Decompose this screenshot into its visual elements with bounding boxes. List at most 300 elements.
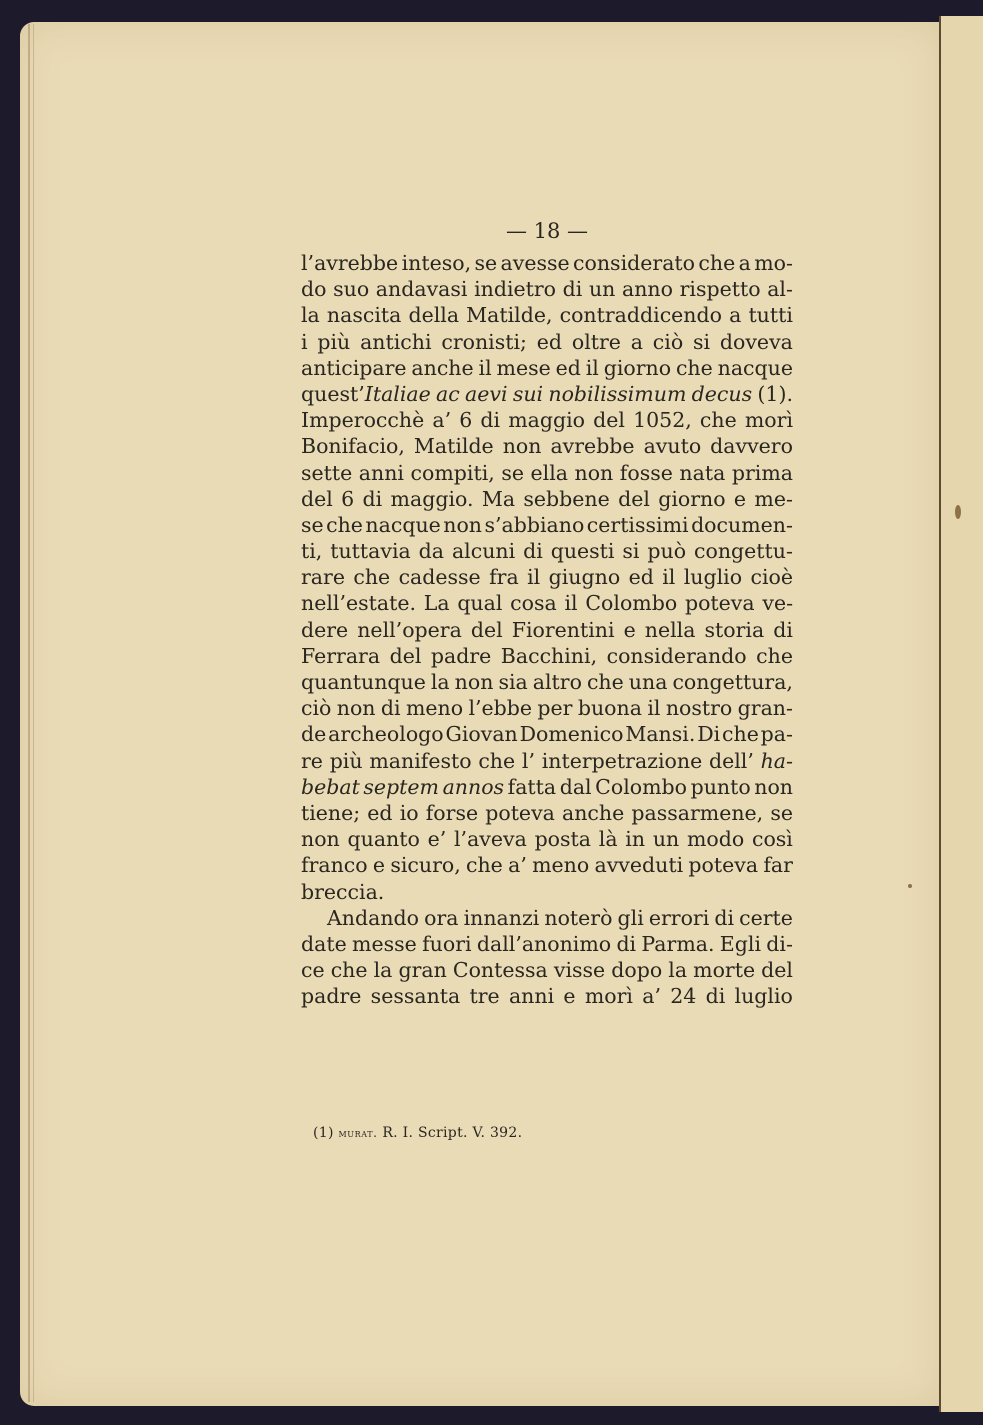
italic-text: decus bbox=[691, 381, 753, 406]
text: la bbox=[373, 958, 393, 983]
text: do bbox=[301, 277, 327, 302]
text: nascita bbox=[326, 303, 402, 328]
word bbox=[301, 931, 347, 957]
word bbox=[301, 486, 333, 512]
next-page-edge bbox=[939, 16, 983, 1412]
text: il bbox=[478, 355, 492, 380]
text: dere bbox=[301, 617, 349, 642]
word bbox=[301, 302, 320, 328]
word bbox=[599, 826, 618, 852]
word bbox=[560, 302, 722, 328]
text: non bbox=[574, 460, 614, 485]
word bbox=[443, 512, 482, 538]
text: che bbox=[586, 670, 624, 694]
word bbox=[523, 486, 609, 512]
word bbox=[301, 590, 416, 616]
text-line bbox=[301, 774, 793, 800]
text: Andando bbox=[327, 905, 420, 930]
word bbox=[497, 355, 551, 381]
word bbox=[474, 250, 497, 276]
italic-text: ha- bbox=[760, 748, 793, 773]
word bbox=[629, 564, 654, 590]
word bbox=[508, 407, 585, 433]
word bbox=[465, 381, 508, 407]
word bbox=[698, 250, 735, 276]
word bbox=[679, 460, 725, 486]
text: di bbox=[380, 696, 401, 721]
text: 1052, bbox=[633, 408, 692, 433]
text: se bbox=[301, 512, 324, 537]
word bbox=[620, 460, 673, 486]
text: non bbox=[336, 696, 376, 721]
word bbox=[587, 669, 624, 695]
text: e bbox=[733, 486, 747, 511]
text: 6 bbox=[459, 408, 473, 433]
text: poteva bbox=[688, 853, 759, 878]
text: di bbox=[714, 905, 735, 930]
word bbox=[454, 826, 527, 852]
text: e bbox=[563, 984, 576, 1009]
text: Ma bbox=[481, 486, 516, 511]
word bbox=[301, 617, 348, 643]
word bbox=[482, 486, 515, 512]
word bbox=[301, 826, 340, 852]
italic-text: bebat bbox=[301, 774, 360, 799]
text: può bbox=[647, 539, 687, 564]
word bbox=[301, 329, 308, 355]
word bbox=[732, 460, 793, 486]
text: far bbox=[763, 853, 793, 878]
text: io bbox=[399, 800, 419, 825]
word bbox=[754, 774, 793, 800]
text: tutti bbox=[748, 303, 793, 328]
text-line bbox=[301, 800, 793, 826]
text: avveduti bbox=[594, 853, 684, 878]
italic-text: sui bbox=[512, 381, 544, 406]
word bbox=[381, 695, 401, 721]
word bbox=[508, 774, 557, 800]
word bbox=[326, 512, 363, 538]
word bbox=[363, 486, 383, 512]
text: anticipare bbox=[301, 355, 407, 380]
text-line bbox=[301, 983, 793, 1009]
text: fra bbox=[489, 565, 519, 590]
word bbox=[666, 695, 732, 721]
word bbox=[766, 931, 793, 957]
text: il bbox=[564, 591, 578, 616]
text: giugno bbox=[548, 565, 621, 590]
text: nata bbox=[679, 460, 726, 485]
text: franco bbox=[301, 853, 368, 878]
word bbox=[510, 590, 557, 616]
word bbox=[595, 774, 687, 800]
word bbox=[357, 617, 462, 643]
word bbox=[631, 329, 643, 355]
text: de bbox=[301, 722, 327, 747]
text: se bbox=[474, 251, 498, 275]
word bbox=[548, 381, 686, 407]
word bbox=[735, 983, 793, 1009]
text: date bbox=[301, 931, 347, 956]
text: di bbox=[562, 277, 583, 302]
word bbox=[406, 695, 463, 721]
text: per bbox=[537, 696, 573, 721]
text: che bbox=[756, 643, 793, 668]
word bbox=[390, 643, 422, 669]
text: l’ebbe bbox=[468, 696, 533, 721]
text: indietro bbox=[474, 277, 557, 302]
text: di bbox=[480, 408, 501, 433]
word bbox=[466, 302, 552, 328]
text: poteva bbox=[684, 591, 755, 616]
text: gran bbox=[398, 958, 447, 983]
word bbox=[424, 905, 458, 931]
word bbox=[761, 721, 793, 747]
text: La bbox=[423, 591, 450, 616]
word bbox=[710, 433, 793, 459]
text: giorno bbox=[603, 355, 672, 380]
text: ed bbox=[536, 329, 563, 354]
word bbox=[328, 721, 444, 747]
text: quanto bbox=[347, 827, 420, 852]
word bbox=[301, 538, 322, 564]
word bbox=[399, 564, 481, 590]
text: ciò bbox=[652, 329, 684, 354]
text: del bbox=[301, 486, 333, 511]
word bbox=[301, 460, 352, 486]
text: a bbox=[738, 251, 751, 275]
text: di bbox=[773, 617, 793, 642]
text: rare bbox=[301, 565, 345, 590]
word bbox=[706, 983, 726, 1009]
text: non bbox=[301, 827, 340, 852]
text-line bbox=[301, 721, 793, 747]
text: la bbox=[668, 958, 688, 983]
word bbox=[327, 905, 419, 931]
text: che bbox=[353, 565, 391, 590]
word bbox=[676, 355, 713, 381]
text: tiene; bbox=[301, 800, 361, 825]
text: Egli bbox=[719, 931, 761, 956]
text: dal bbox=[559, 774, 592, 799]
word bbox=[441, 329, 527, 355]
text: non bbox=[502, 434, 542, 459]
word bbox=[369, 748, 471, 774]
page-text bbox=[301, 218, 793, 1009]
word bbox=[562, 800, 624, 826]
text-line bbox=[301, 407, 793, 433]
word bbox=[503, 433, 542, 459]
word bbox=[622, 276, 673, 302]
text-line bbox=[301, 590, 793, 616]
text: del bbox=[761, 958, 793, 983]
text: una bbox=[628, 670, 668, 694]
italic-text: Italiae bbox=[364, 381, 431, 406]
word bbox=[402, 250, 472, 276]
word bbox=[422, 931, 472, 957]
footnote-author: murat. bbox=[338, 1126, 378, 1140]
text-line bbox=[301, 355, 793, 381]
word bbox=[337, 695, 376, 721]
word bbox=[371, 983, 461, 1009]
word bbox=[692, 381, 752, 407]
word bbox=[754, 250, 793, 276]
text: da bbox=[418, 539, 445, 564]
text: dopo bbox=[611, 958, 663, 983]
word bbox=[464, 905, 540, 931]
text: visse bbox=[553, 958, 606, 983]
text-line bbox=[301, 826, 793, 852]
text: a’ bbox=[508, 853, 527, 878]
text: rispetto bbox=[679, 277, 761, 302]
word bbox=[611, 957, 662, 983]
word bbox=[400, 800, 419, 826]
word bbox=[301, 564, 345, 590]
word bbox=[616, 931, 636, 957]
text: anni bbox=[508, 984, 555, 1009]
word bbox=[691, 774, 751, 800]
text: meno bbox=[532, 853, 590, 878]
text: a bbox=[729, 303, 742, 328]
text-line bbox=[301, 931, 793, 957]
word bbox=[563, 276, 583, 302]
text: noterò bbox=[544, 905, 613, 930]
word bbox=[466, 852, 503, 878]
text: (1). bbox=[757, 381, 793, 406]
word bbox=[360, 329, 431, 355]
text: più bbox=[329, 748, 363, 773]
text: Matilde bbox=[413, 434, 494, 459]
word bbox=[301, 381, 431, 407]
word bbox=[301, 774, 360, 800]
word bbox=[763, 852, 793, 878]
text: del bbox=[593, 408, 625, 433]
text: Imperocchè bbox=[301, 408, 425, 433]
word bbox=[565, 590, 578, 616]
word bbox=[301, 879, 384, 905]
word bbox=[629, 669, 668, 695]
word bbox=[398, 957, 446, 983]
footnote bbox=[313, 1125, 522, 1141]
text: sebbene bbox=[523, 486, 610, 511]
word bbox=[720, 931, 761, 957]
text-line bbox=[301, 250, 793, 276]
text: padre bbox=[430, 643, 492, 668]
word bbox=[560, 774, 592, 800]
word bbox=[642, 983, 661, 1009]
text: morì bbox=[584, 984, 633, 1009]
word bbox=[693, 957, 755, 983]
word bbox=[512, 617, 615, 643]
text: che bbox=[326, 512, 363, 537]
word bbox=[501, 643, 597, 669]
word bbox=[428, 826, 447, 852]
text: tuttavia bbox=[330, 539, 411, 564]
word bbox=[573, 250, 695, 276]
word bbox=[508, 852, 527, 878]
word bbox=[589, 276, 615, 302]
word bbox=[556, 355, 581, 381]
word bbox=[301, 695, 331, 721]
text: andavasi bbox=[375, 277, 468, 302]
text: del bbox=[470, 617, 503, 642]
text: breccia. bbox=[301, 879, 385, 904]
text: i bbox=[301, 329, 308, 354]
word bbox=[748, 302, 792, 328]
word bbox=[729, 302, 741, 328]
word bbox=[330, 538, 411, 564]
word bbox=[750, 564, 793, 590]
word bbox=[641, 931, 714, 957]
word bbox=[365, 512, 440, 538]
text: suo bbox=[333, 277, 370, 302]
text: luglio bbox=[683, 565, 743, 590]
word bbox=[498, 669, 527, 695]
word bbox=[662, 564, 675, 590]
text: anche bbox=[562, 800, 625, 825]
word bbox=[431, 669, 450, 695]
word bbox=[537, 329, 562, 355]
text: davvero bbox=[710, 434, 793, 459]
word bbox=[537, 695, 572, 721]
text: che bbox=[478, 748, 516, 773]
word bbox=[484, 512, 584, 538]
text: Bonifacio, bbox=[301, 434, 405, 459]
text: errori bbox=[648, 905, 710, 930]
text: al- bbox=[767, 277, 793, 302]
word bbox=[301, 643, 380, 669]
text: ve- bbox=[762, 591, 793, 616]
text: alcuni bbox=[451, 539, 516, 564]
word bbox=[341, 486, 354, 512]
word bbox=[722, 721, 759, 747]
word bbox=[489, 564, 519, 590]
text: che bbox=[699, 408, 737, 433]
text-line bbox=[301, 748, 793, 774]
word bbox=[468, 695, 532, 721]
word bbox=[474, 276, 556, 302]
text-line bbox=[301, 905, 793, 931]
word bbox=[694, 538, 793, 564]
word bbox=[301, 852, 368, 878]
text: antichi bbox=[360, 329, 432, 354]
word bbox=[653, 826, 679, 852]
word bbox=[426, 800, 478, 826]
text-line bbox=[301, 617, 793, 643]
page-edge-line bbox=[28, 24, 30, 1402]
text: compiti, bbox=[410, 460, 495, 485]
word bbox=[535, 826, 591, 852]
word bbox=[509, 983, 554, 1009]
text: maggio bbox=[508, 408, 586, 433]
word bbox=[367, 800, 392, 826]
word bbox=[714, 905, 734, 931]
text: interpetrazione bbox=[541, 748, 703, 773]
text: di bbox=[705, 984, 726, 1009]
word bbox=[501, 460, 524, 486]
text: un bbox=[588, 277, 616, 302]
text: mese bbox=[496, 355, 551, 380]
text: mo- bbox=[754, 251, 793, 275]
word bbox=[470, 983, 500, 1009]
word bbox=[301, 800, 360, 826]
text: manifesto bbox=[369, 748, 472, 773]
text-line bbox=[301, 957, 793, 983]
text: ed bbox=[555, 355, 581, 380]
text: anche bbox=[411, 355, 474, 380]
word bbox=[301, 433, 405, 459]
word bbox=[317, 329, 350, 355]
text: nell’estate. bbox=[301, 591, 416, 616]
text: padre bbox=[301, 984, 362, 1009]
word bbox=[691, 512, 793, 538]
word bbox=[756, 643, 793, 669]
word bbox=[688, 852, 758, 878]
text: 24 bbox=[670, 984, 697, 1009]
word bbox=[459, 407, 472, 433]
word bbox=[770, 800, 793, 826]
word bbox=[757, 381, 793, 407]
text: Colombo bbox=[595, 774, 688, 799]
text: il bbox=[647, 696, 661, 721]
text: posta bbox=[534, 827, 592, 852]
word bbox=[478, 748, 515, 774]
word bbox=[738, 695, 793, 721]
word bbox=[522, 748, 535, 774]
text: così bbox=[751, 827, 793, 852]
text: archeologo bbox=[328, 722, 444, 747]
paper-blemish bbox=[908, 884, 912, 888]
text: ce bbox=[301, 958, 325, 983]
word bbox=[301, 512, 324, 538]
body-text bbox=[301, 250, 793, 1009]
word bbox=[301, 669, 426, 695]
word bbox=[411, 460, 495, 486]
text: fatta bbox=[507, 774, 557, 799]
text: avuto bbox=[643, 434, 702, 459]
word bbox=[618, 486, 650, 512]
text: giorno bbox=[658, 486, 726, 511]
word bbox=[485, 800, 555, 826]
footnote-reference: R. I. Script. V. 392. bbox=[382, 1125, 523, 1141]
text: Bacchini, bbox=[500, 643, 598, 668]
word bbox=[672, 669, 793, 695]
word bbox=[578, 695, 642, 721]
text: ed bbox=[367, 800, 393, 825]
word bbox=[645, 617, 696, 643]
word bbox=[301, 983, 361, 1009]
word bbox=[477, 931, 611, 957]
word bbox=[631, 800, 763, 826]
text: certe bbox=[739, 905, 793, 930]
word bbox=[587, 512, 689, 538]
text: considerando bbox=[606, 643, 747, 668]
text: del bbox=[389, 643, 422, 668]
word bbox=[424, 590, 450, 616]
text: avrebbe bbox=[550, 434, 635, 459]
text: quantunque bbox=[301, 670, 426, 694]
word bbox=[647, 538, 686, 564]
word bbox=[527, 564, 540, 590]
word bbox=[453, 957, 548, 983]
word bbox=[773, 617, 793, 643]
word bbox=[532, 852, 589, 878]
word bbox=[443, 774, 505, 800]
text-line bbox=[301, 564, 793, 590]
word bbox=[542, 748, 702, 774]
word bbox=[761, 748, 793, 774]
text: l’aveva bbox=[454, 827, 527, 852]
